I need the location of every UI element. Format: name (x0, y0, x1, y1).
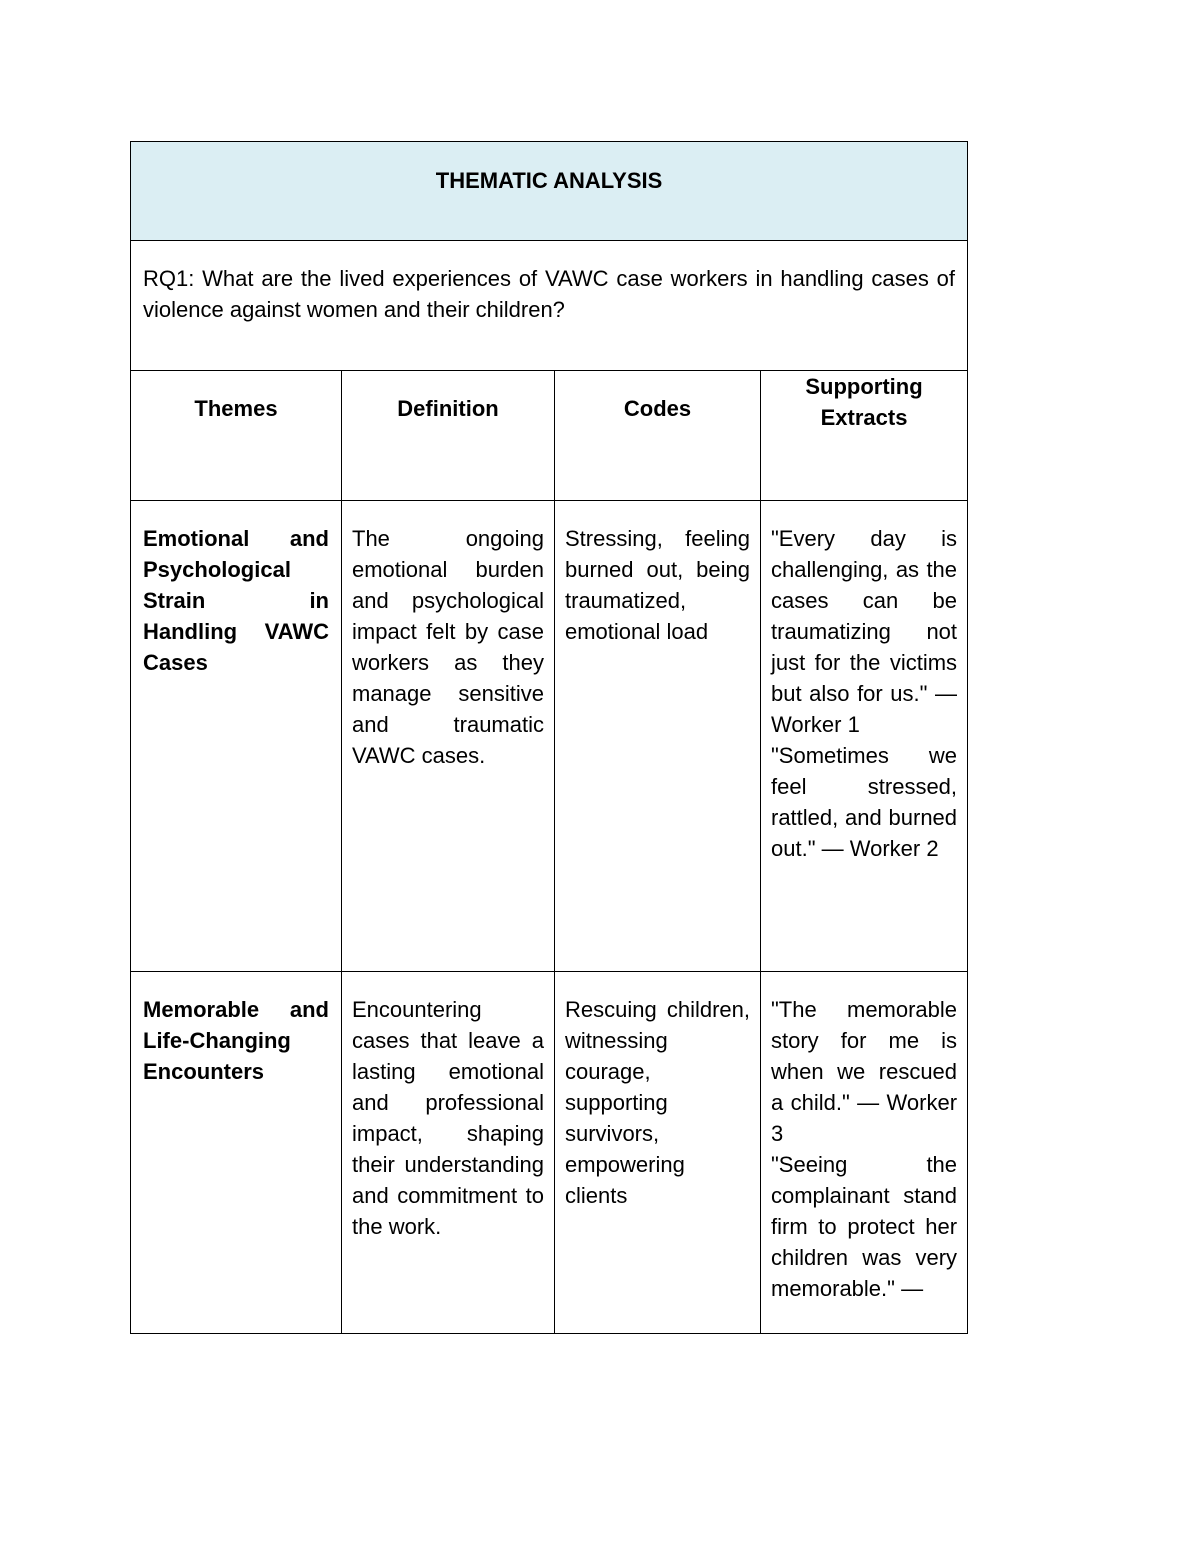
codes-cell (555, 972, 761, 1334)
extracts-cell (761, 501, 968, 972)
research-question: RQ1: What are the lived experiences of VAWC case workers in handling cases of violence against women and their children? (143, 266, 956, 322)
codes-cell (555, 501, 761, 972)
codes-text: Stressing, feeling burned out, being traumatized, emotional load (565, 526, 750, 644)
extract-quote: "Sometimes we feel stressed, rattled, and burned out." — Worker 2 (771, 743, 958, 861)
extract-quote: "Every day is challenging, as the cases can be traumatizing not just for the victims but also for us." — Worker 1 (771, 526, 958, 737)
table-title: THEMATIC ANALYSIS (435, 168, 663, 193)
theme-text: Emotional and Psychological Strain in Handling VAWC Cases (143, 526, 329, 675)
extract-quote: "Seeing the complainant stand firm to protect her children was very memorable." — (771, 1152, 958, 1301)
definition-cell (342, 501, 555, 972)
theme-text: Memorable and Life-Changing Encounters (143, 997, 329, 1084)
definition-text: Encountering cases that leave a lasting emotional and professional impact, shaping their understanding and commitment to the work. (352, 997, 544, 1239)
definition-cell (342, 972, 555, 1334)
column-header-codes: Codes (555, 371, 761, 501)
codes-text: Rescuing children, witnessing courage, supporting survivors, empowering clients (565, 997, 750, 1208)
extract-quote: "The memorable story for me is when we rescued a child." — Worker 3 (771, 997, 958, 1146)
column-header-definition: Definition (342, 371, 555, 501)
extracts-cell (761, 972, 968, 1334)
table-row (131, 501, 968, 972)
table-title-cell (131, 142, 968, 241)
column-header-themes: Themes (131, 371, 342, 501)
table-row (131, 972, 968, 1334)
research-question-cell (131, 241, 968, 371)
column-header-supporting-extracts: Supporting Extracts (761, 371, 968, 501)
theme-cell (131, 501, 342, 972)
definition-text: The ongoing emotional burden and psychological impact felt by case workers as they manage sensitive and traumatic VAWC cases. (352, 526, 544, 768)
theme-cell (131, 972, 342, 1334)
thematic-analysis-table (130, 141, 968, 1334)
